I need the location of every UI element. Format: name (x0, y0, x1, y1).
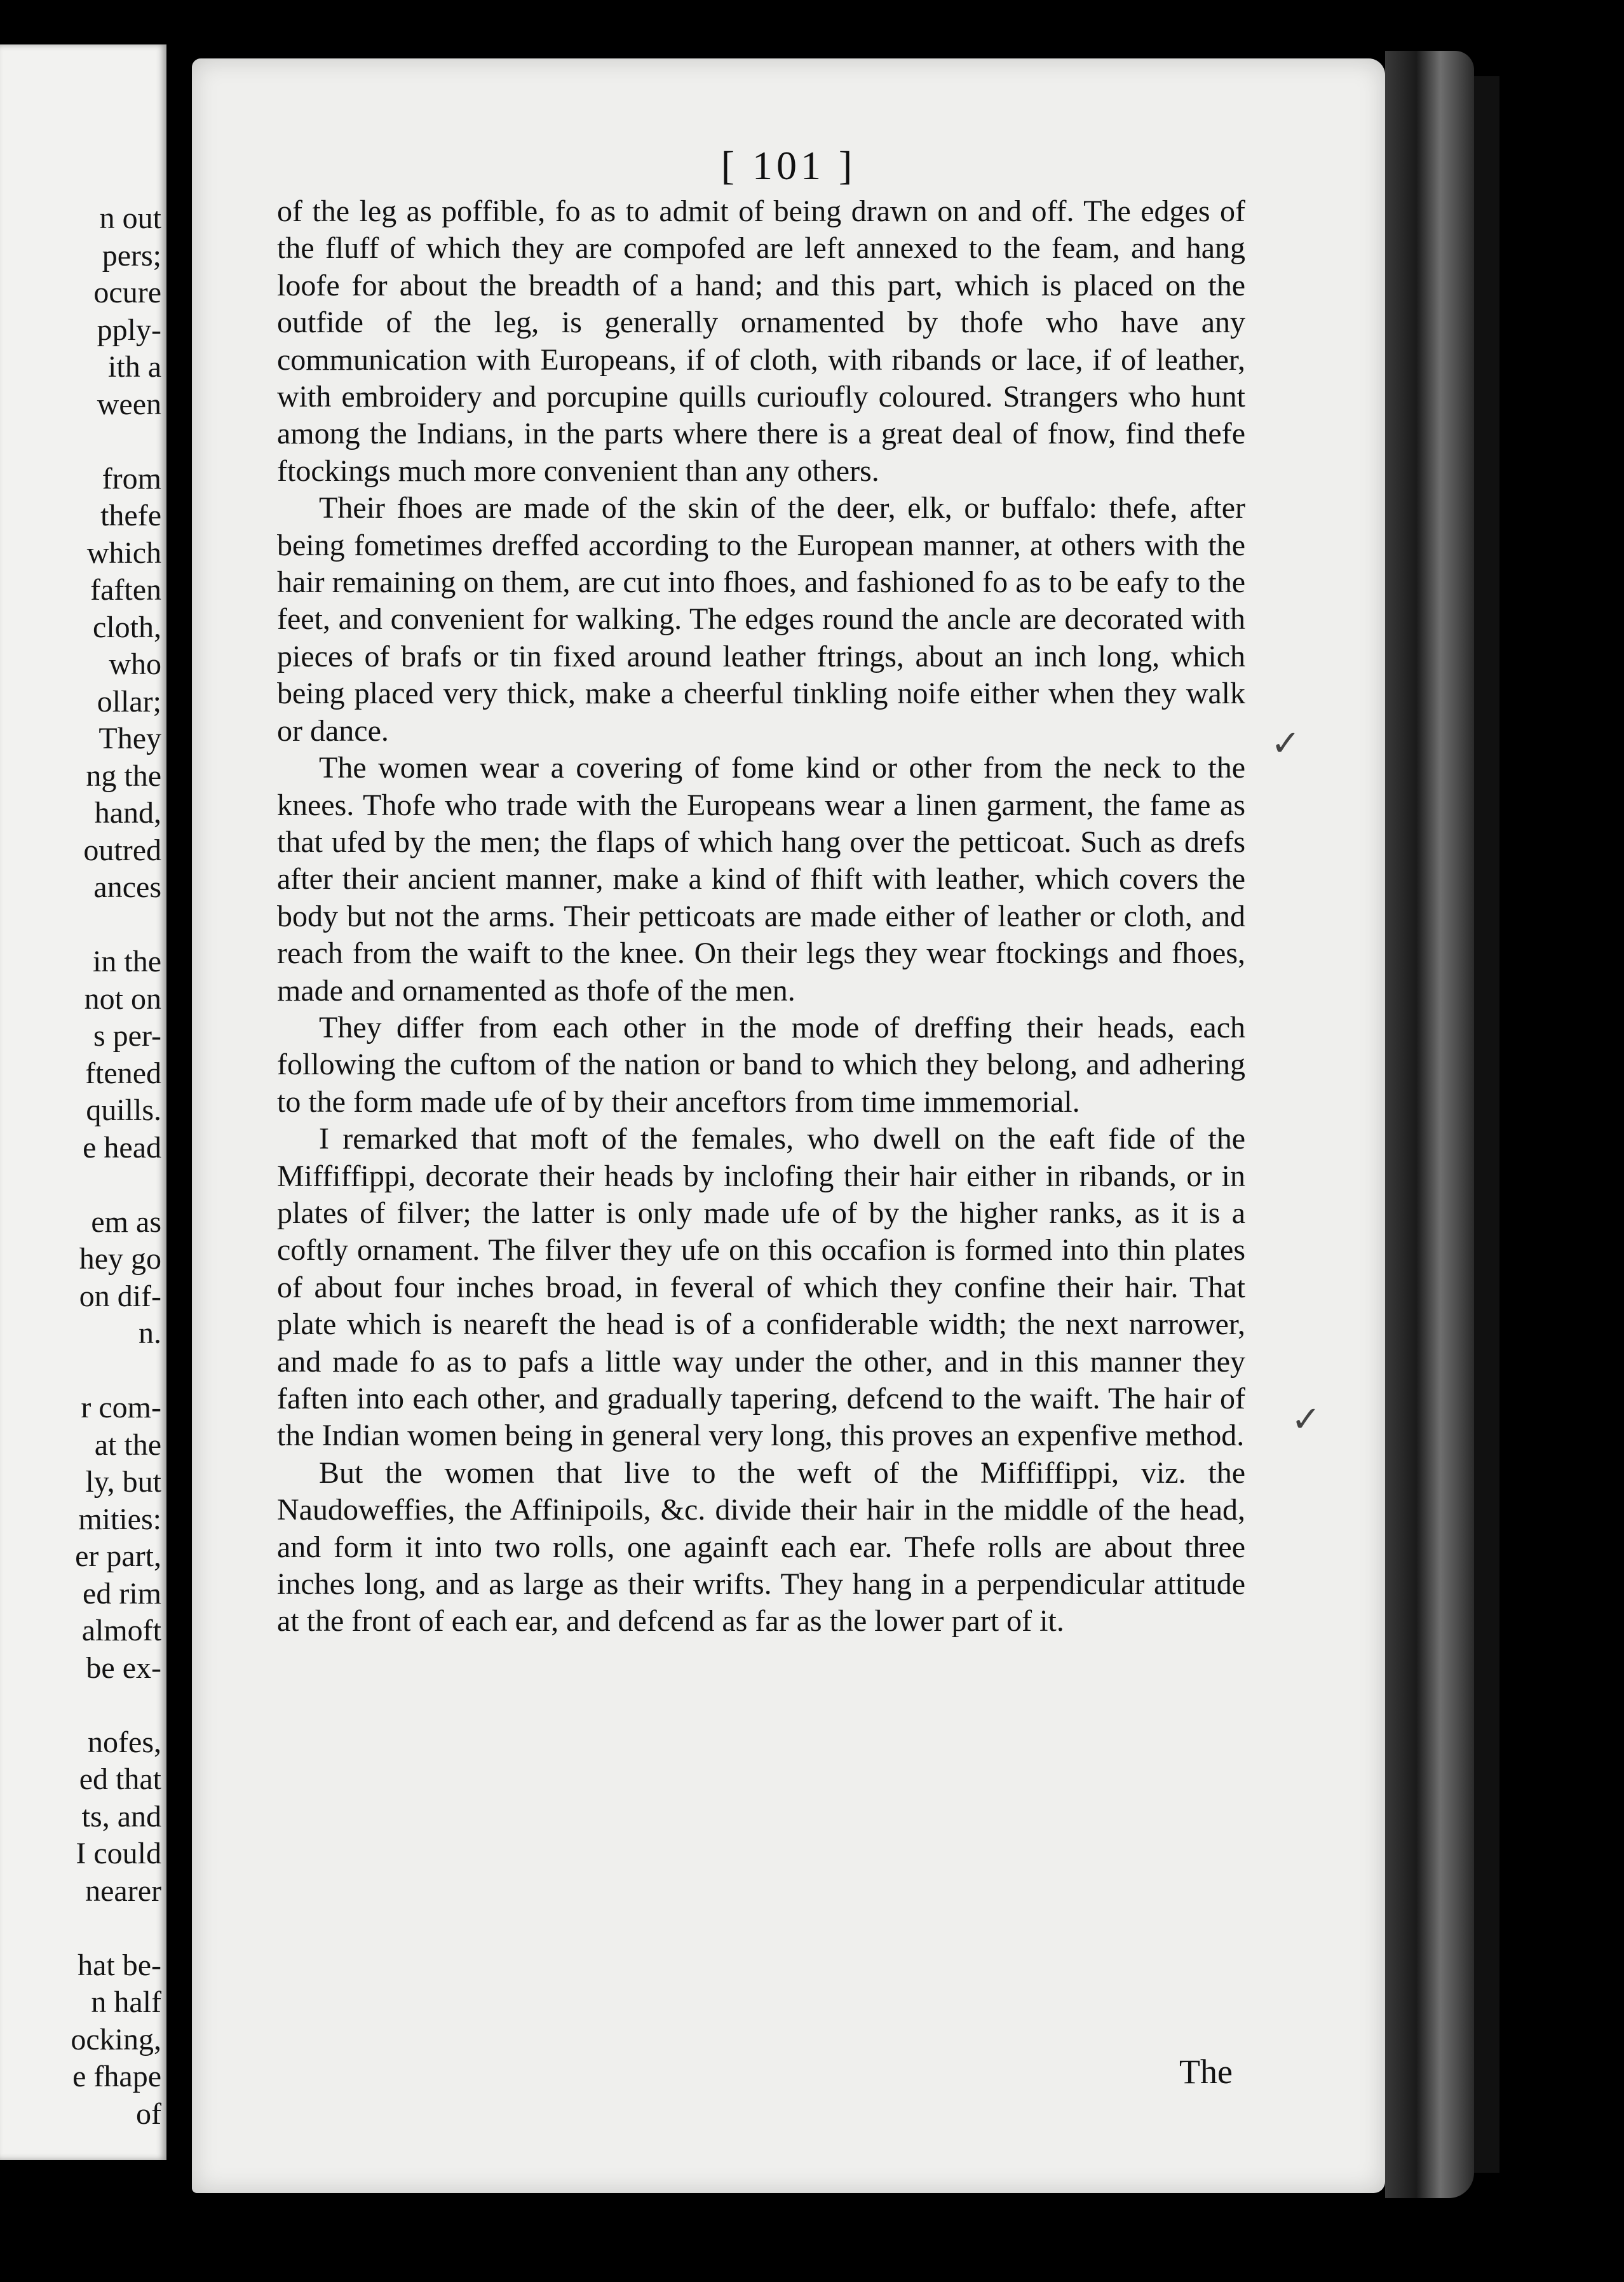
previous-page-line: pers; (102, 238, 161, 273)
previous-page-line: almoft (81, 1614, 161, 1647)
previous-page-line: ts, and (81, 1799, 161, 1833)
previous-page-line: cloth, (93, 610, 161, 644)
catchword: The (1179, 2053, 1233, 2091)
book-page (192, 58, 1385, 2193)
previous-page-line: in the (93, 945, 161, 978)
previous-page-line (0, 907, 161, 944)
book-edge (1385, 51, 1474, 2198)
previous-page-line: s per- (93, 1019, 161, 1053)
previous-page-line: hey go (79, 1242, 161, 1276)
previous-page-line: which (86, 536, 161, 570)
previous-page-line: faften (90, 573, 161, 607)
previous-page-line: ocking, (71, 2022, 161, 2056)
previous-page-line: ith a (108, 350, 161, 384)
paragraph-5: I remarked that moft of the females, who dwell on the eaft fide of the Miffiffippi, decorate their heads by inclofing their hair either in ribands, or in plates of filver; the latter is only made ufe of by the higher ranks, as it is a coftly ornament. The filver they ufe on this occafion is formed into thin plates of about four inches broad, in feveral of which they confine their hair. That plate which is neareft the head is of a confiderable width; the next narrower, and made fo as to pafs a little way under the other, and in this manner they faften into each other, and gradually tapering, defcend to the waift. The hair of the Indian women being in general very long, this proves an expenfive method. (277, 1122, 1245, 1453)
previous-page-line: quills. (86, 1093, 161, 1127)
previous-page-line: nearer (85, 1874, 161, 1908)
previous-page-line: r com- (81, 1391, 161, 1424)
previous-page-line: I could (76, 1837, 161, 1870)
previous-page-line: be ex- (86, 1651, 161, 1685)
previous-page-line: thefe (100, 499, 161, 532)
previous-page-line: hand, (94, 796, 161, 830)
previous-page-line: on dif- (79, 1279, 161, 1313)
previous-page-line: nofes, (88, 1725, 161, 1759)
previous-page-line: n out (99, 201, 161, 235)
previous-page-line (0, 1166, 161, 1204)
previous-page-line: ftened (85, 1056, 161, 1090)
previous-page-line: at the (94, 1428, 161, 1462)
previous-page-line: ed that (79, 1762, 161, 1796)
previous-page-line: outred (83, 833, 161, 867)
book-gutter (166, 0, 192, 2282)
previous-page-line: n half (91, 1985, 161, 2019)
previous-page-line: er part, (75, 1539, 161, 1573)
paragraph-2: Their fhoes are made of the skin of the deer, elk, or buffalo: thefe, after being fometimes dreffed according to the European manner, at others with the hair remaining on them, are cut into fhoes, and fashioned fo as to be eafy to the feet, and convenient for walking. The edges round the ancle are decorated with pieces of brafs or tin fixed around leather ftrings, about an inch long, which being placed very thick, make a cheerful tinkling noife either when they walk or dance. (277, 491, 1245, 748)
previous-page-line: e head (83, 1130, 161, 1165)
previous-page-line: ocure (93, 276, 161, 309)
previous-page-line (0, 1353, 161, 1390)
previous-page-line: pply- (97, 313, 161, 347)
paragraph-1: of the leg as poffible, fo as to admit of being drawn on and off. The edges of the fluff of which they are compofed are left annexed to the feam, and hang loofe for about the breadth of a hand; and this part, which is placed on the outfide of the leg, is generally ornamented by thofe who have any communication with Europeans, if of cloth, with ribands or lace, if of leather, with embroidery and porcupine quills curioufly coloured. Strangers who hunt among the Indians, in the parts where there is a great deal of fnow, find thefe ftockings much more convenient than any others. (277, 194, 1245, 488)
previous-page-line: hat be- (78, 1948, 161, 1982)
previous-page-line: n. (139, 1316, 161, 1350)
previous-page-line: em as (91, 1205, 161, 1239)
page-number: [ 101 ] (721, 143, 856, 188)
previous-page-line: ollar; (97, 684, 161, 719)
previous-page-line: ly, but (85, 1465, 161, 1499)
previous-page-line: ween (97, 387, 161, 421)
book-spine-shadow (1474, 76, 1499, 2173)
previous-page-line: They (98, 722, 161, 755)
paragraph-6: But the women that live to the weft of the Miffiffippi, viz. the Naudoweffies, the Affinipoils, &c. divide their hair in the middle of the head, and form it into two rolls, one againft each ear. Thefe rolls are about three inches long, and as large as their wrifts. They hang in a perpendicular attitude at the front of each ear, and defcend as far as the lower part of it. (277, 1455, 1245, 1638)
previous-page-line: of (136, 2096, 161, 2131)
previous-page-line: from (102, 461, 161, 496)
margin-check-mark-1: ✓ (1271, 723, 1301, 764)
previous-page-line (0, 1687, 161, 1724)
previous-page-line: not on (84, 982, 161, 1016)
margin-check-mark-2: ✓ (1291, 1399, 1321, 1440)
previous-page-line (0, 423, 161, 461)
previous-page-line: who (109, 647, 161, 681)
previous-page-line: e fhape (72, 2060, 161, 2093)
page-text (277, 193, 1245, 1640)
previous-page-line: ng the (86, 759, 161, 793)
previous-page-line: mities: (78, 1502, 161, 1536)
paragraph-3: The women wear a covering of fome kind or other from the neck to the knees. Thofe who trade with the Europeans wear a linen garment, the fame as that ufed by the men; the flaps of which hang over the petticoat. Such as drefs after their ancient manner, make a kind of fhift with leather, which covers the body but not the arms. Their petticoats are made either of leather or cloth, and reach from the waift to the knee. On their legs they wear ftockings and fhoes, made and ornamented as thofe of the men. (277, 751, 1245, 1008)
previous-page-line: ed rim (83, 1576, 161, 1610)
previous-page-text (0, 200, 161, 2133)
previous-page-line: ances (93, 870, 161, 904)
previous-page-fragment (0, 44, 166, 2160)
previous-page-line (0, 1910, 161, 1947)
paragraph-4: They differ from each other in the mode of dreffing their heads, each following the cuftom of the nation or band to which they belong, and adhering to the form made ufe of by their anceftors from time immemorial. (277, 1010, 1245, 1119)
